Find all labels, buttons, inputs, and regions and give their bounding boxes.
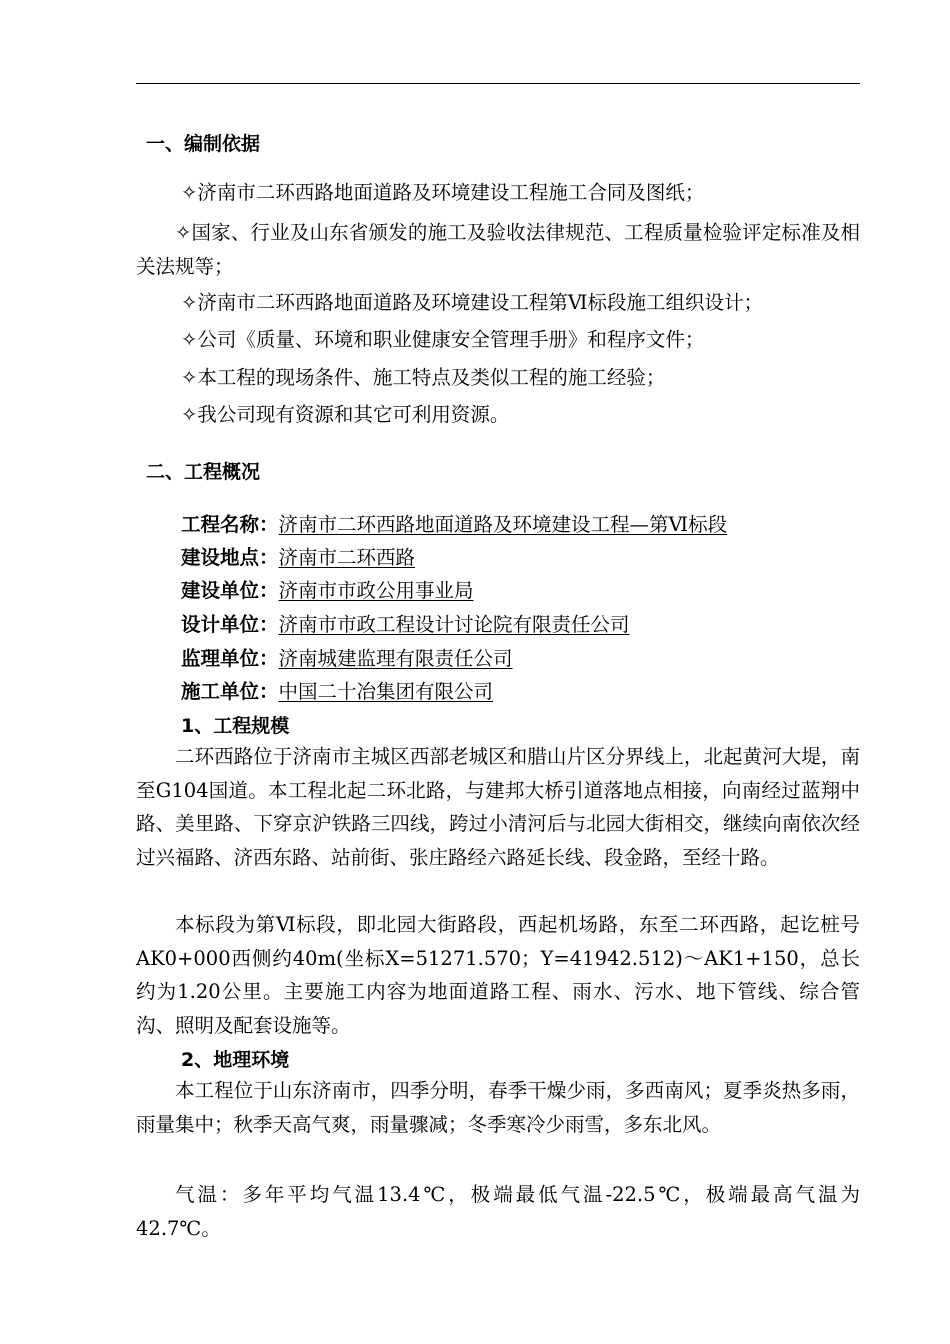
subheading-scale: 1、工程规模: [181, 715, 290, 737]
info-label: 施工单位：: [181, 680, 279, 703]
basis-item-contract: ✧济南市二环西路地面道路及环境建设工程施工合同及图纸；: [181, 181, 705, 204]
info-contractor: [181, 680, 493, 704]
basis-item-site-conditions: ✧本工程的现场条件、施工特点及类似工程的施工经验；: [181, 366, 666, 389]
header-rule: [136, 83, 860, 84]
info-value: 济南市二环西路地面道路及环境建设工程—第Ⅵ标段: [278, 513, 728, 536]
basis-item-org-design: ✧济南市二环西路地面道路及环境建设工程第Ⅵ标段施工组织设计；: [181, 291, 763, 314]
info-value: 济南市市政工程设计讨论院有限责任公司: [278, 613, 630, 636]
section-heading-overview: 二、工程概况: [146, 461, 261, 483]
info-location: [181, 546, 415, 570]
info-label: 工程名称：: [181, 513, 279, 536]
info-designer: [181, 613, 630, 637]
section-heading-basis: 一、编制依据: [146, 133, 261, 155]
info-label: 设计单位：: [181, 613, 279, 636]
info-value: 济南城建监理有限责任公司: [278, 647, 513, 670]
info-value: 济南市二环西路: [278, 546, 416, 569]
info-value: 济南市市政公用事业局: [278, 579, 474, 602]
info-project-name: [181, 513, 727, 537]
scale-paragraph-2: 本标段为第Ⅵ标段，即北园大街路段，西起机场路，东至二环西路，起讫桩号AK0+000西侧约40m(坐标X=51271.570；Y=41942.512)～AK1+150，总长约为1.20公里。主要施工内容为地面道路工程、雨水、污水、地下管线、综合管沟、照明及配套设施等。: [136, 913, 860, 1037]
info-owner: [181, 579, 474, 603]
info-supervisor: [181, 647, 513, 671]
info-value: 中国二十冶集团有限公司: [278, 680, 494, 703]
basis-item-resources: ✧我公司现有资源和其它可利用资源。: [181, 403, 510, 426]
geo-paragraph-1: 本工程位于山东济南市，四季分明，春季干燥少雨，多西南风；夏季炎热多雨，雨量集中；秋季天高气爽，雨量骤减；冬季寒冷少雨雪，多东北风。: [136, 1079, 860, 1136]
basis-item-regulations: ✧国家、行业及山东省颁发的施工及验收法律规范、工程质量检验评定标准及相关法规等；: [136, 221, 860, 278]
geo-paragraph-2: 气温：多年平均气温13.4℃，极端最低气温-22.5℃，极端最高气温为42.7℃。: [136, 1183, 860, 1240]
info-label: 监理单位：: [181, 647, 279, 670]
scale-paragraph-1: 二环西路位于济南市主城区西部老城区和腊山片区分界线上，北起黄河大堤，南至G104国道。本工程北起二环北路，与建邦大桥引道落地点相接，向南经过蓝翔中路、美里路、下穿京沪铁路三四线，跨过小清河后与北园大街相交，继续向南依次经过兴福路、济西东路、站前街、张庄路经六路延长线、段金路，至经十路。: [136, 745, 860, 869]
info-label: 建设单位：: [181, 579, 279, 602]
basis-item-manual: ✧公司《质量、环境和职业健康安全管理手册》和程序文件；: [181, 328, 705, 351]
info-label: 建设地点：: [181, 546, 279, 569]
subheading-geo: 2、地理环境: [181, 1049, 290, 1071]
